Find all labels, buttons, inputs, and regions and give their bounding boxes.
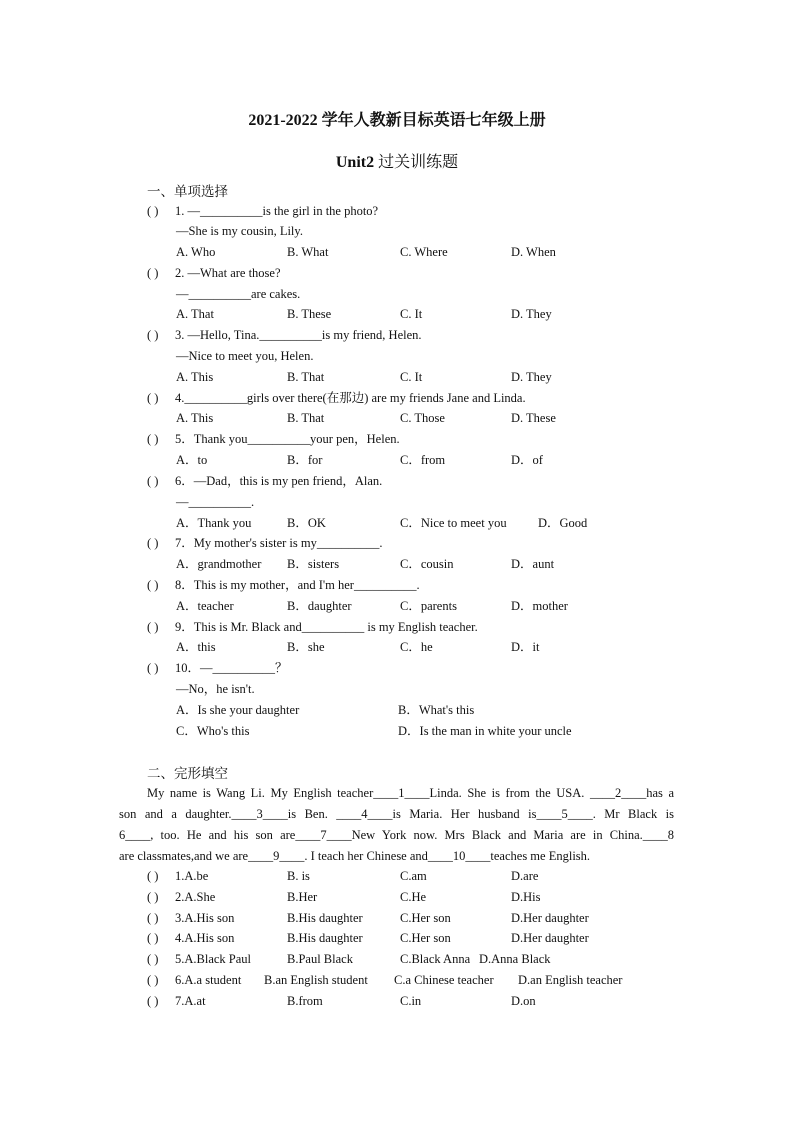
question-stem: 5．Thank you__________your pen，Helen. bbox=[175, 432, 400, 446]
option-d: D．aunt bbox=[511, 557, 555, 571]
passage-line: are classmates,and we are____9____. I teach her Chinese and____10____teaches me English. bbox=[119, 849, 591, 863]
unit-title-cn: 过关训练题 bbox=[378, 154, 459, 171]
option-d: D．it bbox=[511, 640, 540, 654]
answer-blank[interactable]: ( ) bbox=[147, 578, 159, 592]
question-sub: —__________are cakes. bbox=[176, 287, 301, 301]
unit-title-en: Unit2 bbox=[335, 154, 375, 171]
question-sub: —No，he isn't. bbox=[176, 682, 255, 696]
option-c: C.Black Anna bbox=[400, 952, 471, 966]
option-c: C．parents bbox=[400, 599, 457, 613]
option-b: B．she bbox=[287, 640, 325, 654]
question-sub: —__________. bbox=[176, 495, 255, 509]
answer-blank[interactable]: ( ) bbox=[147, 474, 159, 488]
option-b: B.His daughter bbox=[287, 931, 363, 945]
option-d: D.an English teacher bbox=[518, 973, 623, 987]
option-c: C.am bbox=[400, 869, 427, 883]
answer-blank[interactable]: ( ) bbox=[147, 328, 159, 342]
option-c: C．from bbox=[400, 453, 446, 467]
question-sub: —Nice to meet you, Helen. bbox=[176, 349, 314, 363]
answer-blank[interactable]: ( ) bbox=[147, 661, 159, 675]
option-b: B. That bbox=[287, 370, 325, 384]
question-stem: 10．—__________？ bbox=[175, 661, 288, 675]
section1-heading: 一、单项选择 bbox=[147, 184, 228, 199]
option-c: C.a Chinese teacher bbox=[394, 973, 494, 987]
option-b: B.from bbox=[287, 994, 323, 1008]
cloze-passage bbox=[119, 783, 674, 867]
option-d: D.Her daughter bbox=[511, 931, 589, 945]
option-a: 2.A.She bbox=[175, 890, 216, 904]
option-a: 3.A.His son bbox=[175, 911, 235, 925]
option-b: B.an English student bbox=[264, 973, 368, 987]
question-stem: 9．This is Mr. Black and__________ is my English teacher. bbox=[175, 620, 478, 634]
option-a: A．grandmother bbox=[176, 557, 262, 571]
option-c: C.He bbox=[400, 890, 427, 904]
option-b: B. What bbox=[287, 245, 329, 259]
option-d: D．Good bbox=[538, 516, 588, 530]
option-c: C. Those bbox=[400, 411, 445, 425]
question-stem: 7．My mother's sister is my__________. bbox=[175, 536, 383, 550]
option-b: B. These bbox=[287, 307, 332, 321]
option-a: A. Who bbox=[176, 245, 216, 259]
answer-blank[interactable]: ( ) bbox=[147, 869, 159, 883]
answer-blank[interactable]: ( ) bbox=[147, 432, 159, 446]
option-b: B.His daughter bbox=[287, 911, 363, 925]
option-b: B．sisters bbox=[287, 557, 340, 571]
option-a: 5.A.Black Paul bbox=[175, 952, 252, 966]
question-stem: 1. —__________is the girl in the photo? bbox=[175, 204, 379, 218]
option-b: B. That bbox=[287, 411, 325, 425]
option-b: B.Paul Black bbox=[287, 952, 353, 966]
option-c: C.Her son bbox=[400, 931, 451, 945]
answer-blank[interactable]: ( ) bbox=[147, 890, 159, 904]
option-d: D．mother bbox=[511, 599, 568, 613]
option-d: D. They bbox=[511, 370, 552, 384]
question-stem: 8．This is my mother，and I'm her__________. bbox=[175, 578, 420, 592]
option-d: D．of bbox=[511, 453, 543, 467]
answer-blank[interactable]: ( ) bbox=[147, 266, 159, 280]
option-c: C. It bbox=[400, 370, 423, 384]
option-a: A．Thank you bbox=[176, 516, 252, 530]
answer-blank[interactable]: ( ) bbox=[147, 204, 159, 218]
option-c: C. It bbox=[400, 307, 423, 321]
option-a: 1.A.be bbox=[175, 869, 209, 883]
option-a: 6.A.a student bbox=[175, 973, 242, 987]
option-a: A. That bbox=[176, 307, 214, 321]
question-stem: 6．—Dad，this is my pen friend，Alan. bbox=[175, 474, 383, 488]
option-c: C．Who's this bbox=[176, 724, 250, 738]
option-b: B.Her bbox=[287, 890, 318, 904]
section2-heading: 二、完形填空 bbox=[147, 766, 228, 781]
option-c: C. Where bbox=[400, 245, 448, 259]
option-a: 7.A.at bbox=[175, 994, 206, 1008]
option-a: A．to bbox=[176, 453, 208, 467]
option-d: D．Is the man in white your uncle bbox=[398, 724, 572, 738]
unit-title bbox=[0, 149, 794, 172]
option-d: D.on bbox=[511, 994, 536, 1008]
option-b: B．for bbox=[287, 453, 323, 467]
answer-blank[interactable]: ( ) bbox=[147, 994, 159, 1008]
answer-blank[interactable]: ( ) bbox=[147, 952, 159, 966]
option-d: D.Anna Black bbox=[479, 952, 551, 966]
answer-blank[interactable]: ( ) bbox=[147, 536, 159, 550]
option-c: C．he bbox=[400, 640, 433, 654]
passage-line: 6____, too. He and his son are____7____New York now. Mrs Black and Maria are in China.____8 bbox=[119, 828, 674, 842]
option-d: D.His bbox=[511, 890, 541, 904]
answer-blank[interactable]: ( ) bbox=[147, 911, 159, 925]
passage-line: son and a daughter.____3____is Ben. ____4____is Maria. Her husband is____5____. Mr Black is bbox=[119, 807, 674, 821]
option-a: A. This bbox=[176, 411, 214, 425]
option-a: A．Is she your daughter bbox=[176, 703, 300, 717]
option-c: C．Nice to meet you bbox=[400, 516, 507, 530]
option-b: B．What's this bbox=[398, 703, 475, 717]
passage-line: My name is Wang Li. My English teacher____1____Linda. She is from the USA. ____2____has a bbox=[147, 786, 674, 800]
question-sub: —She is my cousin, Lily. bbox=[176, 224, 303, 238]
option-c: C．cousin bbox=[400, 557, 454, 571]
option-b: B．daughter bbox=[287, 599, 352, 613]
option-d: D.are bbox=[511, 869, 539, 883]
answer-blank[interactable]: ( ) bbox=[147, 931, 159, 945]
option-a: A．this bbox=[176, 640, 216, 654]
page-title: 2021-2022 学年人教新目标英语七年级上册 bbox=[248, 112, 546, 129]
option-c: C.in bbox=[400, 994, 422, 1008]
option-d: D. These bbox=[511, 411, 556, 425]
option-d: D.Her daughter bbox=[511, 911, 589, 925]
question-stem: 2. —What are those? bbox=[175, 266, 281, 280]
option-a: 4.A.His son bbox=[175, 931, 235, 945]
answer-blank[interactable]: ( ) bbox=[147, 391, 159, 405]
option-a: A．teacher bbox=[176, 599, 234, 613]
question-stem: 3. —Hello, Tina.__________is my friend, Helen. bbox=[175, 328, 422, 342]
option-b: B．OK bbox=[287, 516, 326, 530]
option-a: A. This bbox=[176, 370, 214, 384]
answer-blank[interactable]: ( ) bbox=[147, 620, 159, 634]
option-b: B. is bbox=[287, 869, 310, 883]
answer-blank[interactable]: ( ) bbox=[147, 973, 159, 987]
option-c: C.Her son bbox=[400, 911, 451, 925]
question-stem: 4.__________girls over there(在那边) are my friends Jane and Linda. bbox=[175, 391, 526, 405]
option-d: D. They bbox=[511, 307, 552, 321]
option-d: D. When bbox=[511, 245, 556, 259]
